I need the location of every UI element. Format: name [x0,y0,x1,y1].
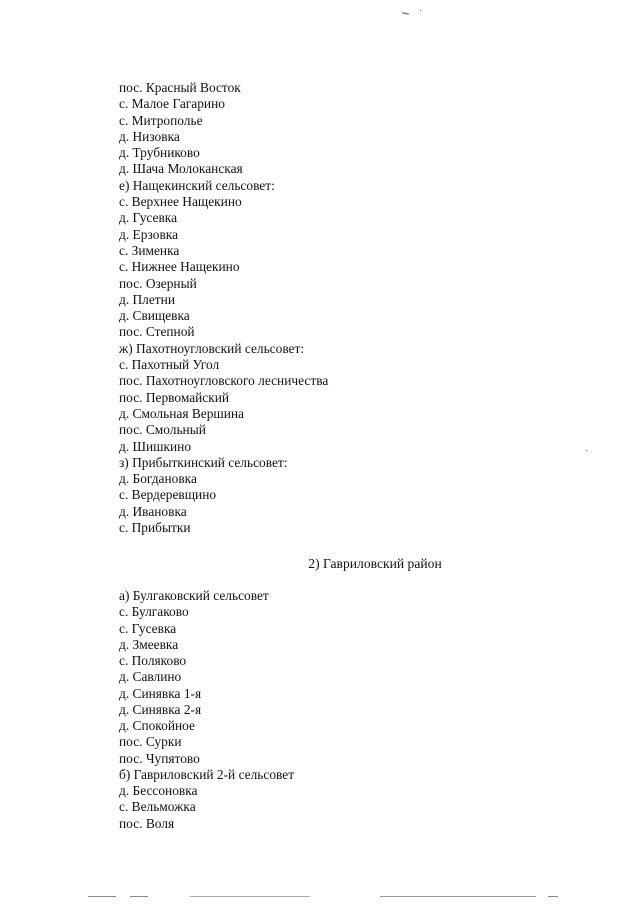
list-item: д. Змеевка [119,636,179,652]
list-item: д. Гусевка [119,210,178,226]
list-item: с. Вердеревщино [119,487,217,503]
settlement-list-first-district [119,80,328,536]
list-item: с. Митрополье [119,112,203,128]
list-item: д. Спокойное [119,718,195,733]
list-item: с. Пахотный Угол [119,357,220,373]
list-item: с. Вельможка [119,799,196,815]
list-item: с. Прибытки [119,520,191,536]
list-item: б) Гавриловский 2-й сельсовет [119,766,295,782]
scan-edge-line [130,896,148,897]
list-item: д. Трубниково [119,145,200,161]
list-item: с. Малое Гагарино [119,96,225,112]
list-item: д. Смольная Вершина [119,405,244,421]
list-item: с. Булгаково [119,604,189,620]
list-item: пос. Воля [119,815,175,831]
district-heading: 2) Гавриловский район [308,556,442,571]
list-item: д. Ерзовка [119,226,179,242]
list-item: а) Булгаковский сельсовет [119,588,269,603]
list-item: пос. Чупятово [119,750,200,766]
settlement-list-second-district [119,588,294,832]
scan-edge-line [380,896,536,897]
list-item: д. Шишкино [119,438,192,454]
list-item: пос. Пахотноугловского лесничества [119,373,329,389]
list-item: д. Плетни [119,291,175,307]
list-item: е) Нащекинский сельсовет: [119,177,275,193]
list-item: д. Богдановка [119,471,197,487]
list-item: с. Гусевка [119,620,177,636]
scan-edge-line [548,896,558,897]
scan-edge-line [88,896,116,897]
list-item: с. Зименка [119,242,180,258]
list-item: д. Низовка [119,128,180,144]
list-item: д. Синявка 2-я [119,701,202,717]
scan-speck [586,450,587,451]
list-item: с. Поляково [119,653,187,668]
list-item: ж) Пахотноугловский сельсовет: [119,340,305,356]
list-item: пос. Сурки [119,734,182,750]
list-item: пос. Озерный [119,275,197,291]
list-item: пос. Смольный [119,422,206,438]
list-item: д. Бессоновка [119,783,198,798]
list-item: с. Верхнее Нащекино [119,194,242,210]
list-item: з) Прибыткинский сельсовет: [119,454,288,470]
scan-speck [420,10,421,11]
list-item: д. Свищевка [119,308,190,324]
list-item: д. Шача Молоканская [119,161,243,177]
list-item: пос. Первомайский [119,389,230,405]
scan-edge-line [190,896,310,897]
list-item: с. Нижнее Нащекино [119,259,240,275]
list-item: д. Синявка 1-я [119,685,202,701]
list-item: д. Ивановка [119,503,187,519]
scan-mark [402,12,409,14]
list-item: пос. Красный Восток [119,80,241,95]
list-item: д. Савлино [119,669,182,685]
list-item: пос. Степной [119,324,195,340]
